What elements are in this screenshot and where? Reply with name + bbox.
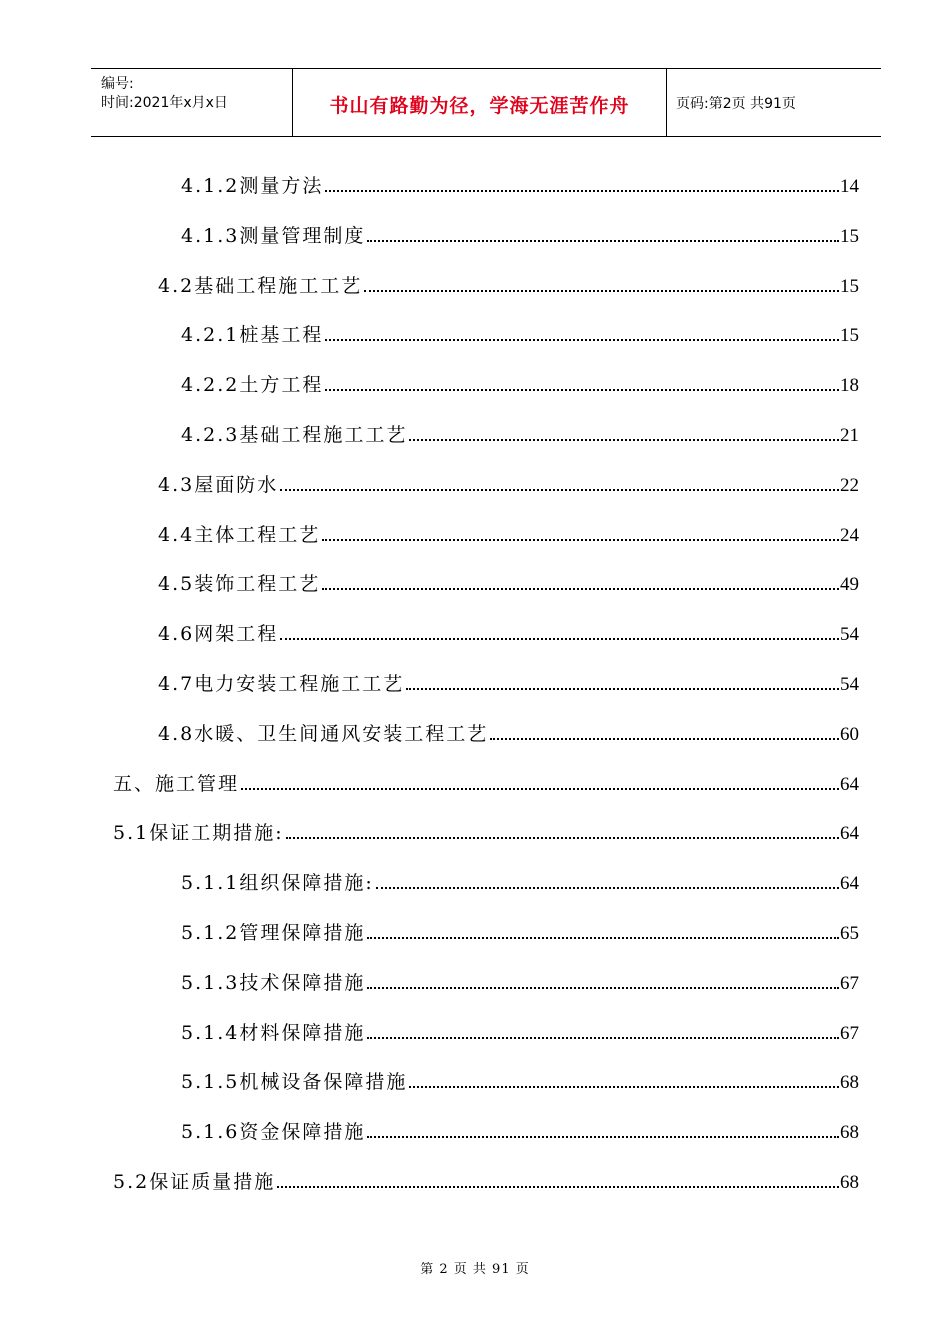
toc-entry-title: 4.2.1桩基工程: [181, 324, 324, 346]
toc-entry-page: 24: [840, 525, 859, 546]
toc-entry-title: 4.5装饰工程工艺: [158, 573, 321, 595]
toc-dot-leader: [406, 688, 839, 690]
toc-entry-page: 54: [840, 624, 859, 645]
toc-dot-leader: [325, 190, 839, 192]
toc-entry[interactable]: [158, 720, 859, 748]
toc-entry-title: 4.7电力安装工程施工工艺: [158, 673, 405, 695]
toc-entry-title: 5.1.1组织保障措施:: [181, 872, 374, 894]
toc-dot-leader: [367, 1136, 839, 1138]
toc-entry-page: 65: [840, 923, 859, 944]
toc-entry[interactable]: [181, 869, 859, 897]
toc-entry[interactable]: [181, 1068, 859, 1096]
toc-entry[interactable]: [181, 371, 859, 399]
toc-entry[interactable]: [181, 421, 859, 449]
toc-entry-page: 60: [840, 724, 859, 745]
toc-entry-title: 5.2保证质量措施: [113, 1171, 276, 1193]
motto: 书山有路勤为径，学海无涯苦作舟: [329, 95, 630, 117]
toc-entry-page: 18: [840, 375, 859, 396]
toc-entry-title: 4.6网架工程: [158, 623, 279, 645]
toc-dot-leader: [367, 240, 839, 242]
toc-entry[interactable]: [181, 969, 859, 997]
toc-entry-title: 五、施工管理: [113, 773, 240, 795]
page-info: 页码:第2页 共91页: [676, 96, 796, 112]
number-label: 编号:: [101, 76, 134, 92]
toc-entry-title: 5.1.2管理保障措施: [181, 922, 366, 944]
toc-dot-leader: [322, 539, 839, 541]
toc-dot-leader: [367, 937, 839, 939]
toc-entry-title: 4.8水暖、卫生间通风安装工程工艺: [158, 723, 489, 745]
toc-dot-leader: [409, 1086, 839, 1088]
toc-entry[interactable]: [158, 620, 859, 648]
toc-dot-leader: [280, 638, 839, 640]
toc-entry[interactable]: [113, 1168, 859, 1196]
toc-entry[interactable]: [158, 471, 859, 499]
toc-entry-page: 67: [840, 1023, 859, 1044]
toc-entry[interactable]: [113, 819, 859, 847]
toc-entry-page: 15: [840, 276, 859, 297]
toc-dot-leader: [325, 339, 839, 341]
toc-dot-leader: [286, 837, 839, 839]
toc-entry[interactable]: [158, 670, 859, 698]
toc-dot-leader: [277, 1186, 839, 1188]
toc-entry-title: 4.4主体工程工艺: [158, 524, 321, 546]
time-label: 时间:2021年x月x日: [101, 95, 228, 111]
toc-dot-leader: [325, 389, 839, 391]
toc-dot-leader: [322, 588, 839, 590]
toc-entry-page: 21: [840, 425, 859, 446]
toc-entry-title: 4.2.3基础工程施工工艺: [181, 424, 408, 446]
toc-entry-page: 64: [840, 873, 859, 894]
toc-entry[interactable]: [181, 1118, 859, 1146]
toc-entry-page: 67: [840, 973, 859, 994]
toc-entry-page: 14: [840, 176, 859, 197]
toc-entry-page: 22: [840, 475, 859, 496]
toc-entry-page: 15: [840, 226, 859, 247]
toc-entry[interactable]: [158, 570, 859, 598]
toc-entry-title: 4.2.2土方工程: [181, 374, 324, 396]
toc-entry[interactable]: [181, 1019, 859, 1047]
toc-entry[interactable]: [181, 222, 859, 250]
toc-entry-page: 68: [840, 1072, 859, 1093]
toc-entry-title: 4.1.2测量方法: [181, 175, 324, 197]
toc-dot-leader: [241, 788, 839, 790]
toc-dot-leader: [409, 439, 839, 441]
toc-entry-title: 5.1保证工期措施:: [113, 822, 284, 844]
toc-entry-title: 4.1.3测量管理制度: [181, 225, 366, 247]
toc-entry-title: 5.1.5机械设备保障措施: [181, 1071, 408, 1093]
toc-dot-leader: [280, 489, 839, 491]
toc-entry-page: 64: [840, 823, 859, 844]
toc-entry-title: 4.2基础工程施工工艺: [158, 275, 363, 297]
toc-entry-page: 54: [840, 674, 859, 695]
toc-entry[interactable]: [181, 172, 859, 200]
toc-entry-title: 5.1.3技术保障措施: [181, 972, 366, 994]
toc-entry-page: 64: [840, 774, 859, 795]
toc-dot-leader: [364, 290, 839, 292]
toc-entry[interactable]: [158, 521, 859, 549]
toc-entry-page: 49: [840, 574, 859, 595]
toc-entry[interactable]: [181, 919, 859, 947]
toc-entry-title: 5.1.6资金保障措施: [181, 1121, 366, 1143]
toc-entry-title: 5.1.4材料保障措施: [181, 1022, 366, 1044]
toc-entry-title: 4.3屋面防水: [158, 474, 279, 496]
toc-dot-leader: [490, 738, 839, 740]
toc-dot-leader: [367, 1037, 839, 1039]
toc-entry[interactable]: [181, 321, 859, 349]
toc-entry[interactable]: [158, 272, 859, 300]
toc-dot-leader: [367, 987, 839, 989]
toc-entry-page: 15: [840, 325, 859, 346]
toc-entry-page: 68: [840, 1172, 859, 1193]
toc-entry-page: 68: [840, 1122, 859, 1143]
toc-dot-leader: [376, 887, 839, 889]
toc-entry[interactable]: [113, 770, 859, 798]
page-footer: 第 2 页 共 91 页: [420, 1262, 530, 1277]
